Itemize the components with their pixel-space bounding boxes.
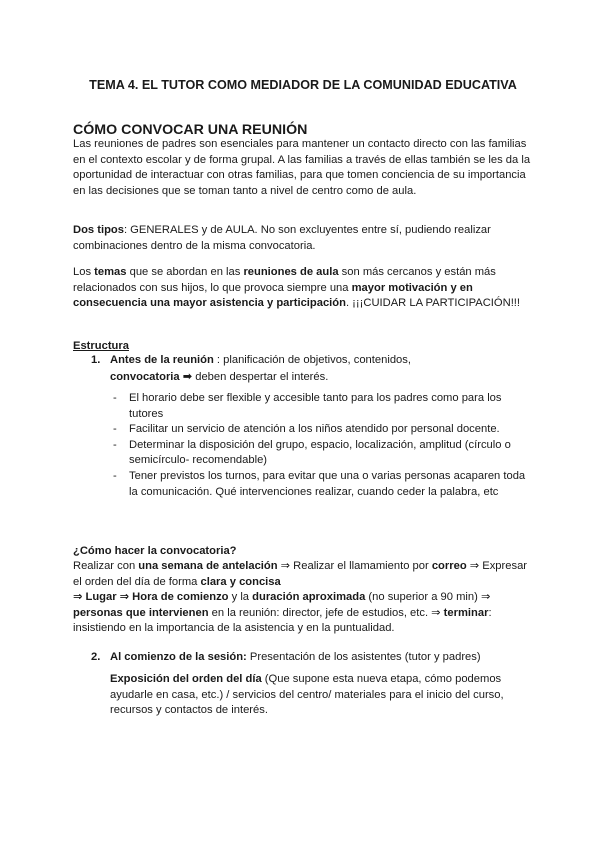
temas-text-4: . ¡¡¡CUIDAR LA PARTICIPACIÓN!!!: [345, 297, 521, 310]
estructura-heading-text: Estructura: [73, 340, 129, 352]
item-2-number: 2.: [91, 651, 101, 663]
como-hacer-bold: personas que intervienen: [73, 606, 209, 619]
temas-bold-1: temas: [94, 266, 127, 278]
como-hacer-question: [73, 544, 533, 560]
convocatoria-label: convocatoria: [110, 370, 180, 383]
como-hacer-arrow: ⇒: [73, 591, 86, 604]
exposicion-label: Exposición del orden del día: [110, 673, 262, 685]
como-hacer-text: : insistiendo en la importancia de la asistencia y en la puntualidad.: [73, 606, 492, 635]
dash-bullet-icon: -: [113, 469, 117, 482]
arrow-right-icon: ➡: [182, 369, 193, 383]
dos-tipos-text: : GENERALES y de AULA. No son excluyentes entre sí, pudiendo realizar combinaciones dentro de la misma convocatoria.: [73, 224, 491, 252]
como-hacer-bold: clara y concisa: [200, 575, 281, 588]
convocatoria-text: deben despertar el interés.: [192, 370, 329, 383]
list-item: [113, 422, 533, 438]
como-hacer-text: Realizar con: [73, 560, 139, 572]
temas-bold-2: reuniones de aula: [243, 266, 339, 278]
como-hacer-text: ⇒ Realizar el llamamiento por: [277, 560, 432, 572]
planning-bullet-list: [113, 391, 533, 500]
como-hacer-text: y la: [228, 591, 253, 604]
como-hacer-text: (no superior a 90 min) ⇒: [365, 591, 491, 604]
como-hacer-bold: duración aproximada: [252, 591, 366, 604]
dos-tipos-paragraph: [73, 223, 533, 254]
como-hacer-bold: terminar: [443, 606, 489, 619]
dos-tipos-label: Dos tipos: [73, 224, 124, 236]
item-2-body: Presentación de los asistentes (tutor y padres): [246, 651, 481, 663]
como-hacer-paragraph: [73, 559, 533, 637]
dash-bullet-icon: -: [113, 438, 117, 451]
list-item: [113, 391, 533, 422]
dash-bullet-icon: -: [113, 392, 117, 404]
exposicion-text: (Que supone esta nueva etapa, cómo podemos ayudarle en casa, etc.) / servicios del centro/ materiales para el inicio del curso, recursos y contactos de interés.: [110, 673, 504, 717]
item-2-label: Al comienzo de la sesión:: [110, 651, 247, 663]
section-heading: CÓMO CONVOCAR UNA REUNIÓN: [73, 122, 308, 138]
como-hacer-bold: una semana de antelación: [138, 560, 278, 572]
como-hacer-bold: correo: [431, 560, 467, 572]
como-hacer-text: en la reunión: director, jefe de estudios, etc. ⇒: [208, 606, 444, 619]
document-title: TEMA 4. EL TUTOR COMO MEDIADOR DE LA COMUNIDAD EDUCATIVA: [89, 78, 517, 92]
item-1-body: : planificación de objetivos, contenidos,: [213, 354, 411, 366]
bullet-text: Facilitar un servicio de atención a los niños atendido por personal docente.: [129, 423, 500, 436]
como-hacer-question-text: ¿Cómo hacer la convocatoria?: [73, 545, 237, 557]
exposicion-paragraph: [110, 672, 530, 719]
como-hacer-bold: Lugar: [85, 591, 117, 604]
temas-text-1: Los: [73, 266, 95, 278]
como-hacer-bold: Hora de comienzo: [132, 591, 229, 604]
temas-text-2: que se abordan en las: [126, 266, 244, 278]
temas-bold-3: mayor motivación y en consecuencia una mayor asistencia y participación: [73, 281, 473, 310]
bullet-text: Tener previstos los turnos, para evitar que una o varias personas acaparen toda la comunicación. Qué intervenciones realizar, cuando ceder la palabra, etc: [129, 469, 526, 498]
temas-paragraph: [73, 265, 533, 312]
item-1-label: Antes de la reunión: [110, 354, 214, 366]
item-1-text: [110, 353, 530, 385]
list-item: [113, 469, 533, 500]
bullet-text: El horario debe ser flexible y accesible tanto para los padres como para los tutores: [129, 392, 502, 420]
list-item: [113, 438, 533, 469]
intro-paragraph: Las reuniones de padres son esenciales para mantener un contacto directo con las familias en el contexto escolar y de forma grupal. A las familias a través de ellas también se les da la oportunidad de interactuar con otras familias, para que tomen conciencia de su importancia en las decisiones que se toman tanto a nivel de centro como de aula.: [73, 138, 531, 197]
temas-text-3: son más cercanos y están más relacionados con sus hijos, lo que provoca siempre una: [73, 266, 496, 294]
item-2-text: [110, 650, 530, 666]
bullet-text: Determinar la disposición del grupo, espacio, localización, amplitud (círculo o semicírculo- recomendable): [129, 438, 511, 467]
item-1-number: 1.: [91, 354, 101, 366]
dash-bullet-icon: -: [113, 423, 117, 436]
como-hacer-arrow: ⇒: [116, 591, 133, 604]
como-hacer-text: ⇒ Expresar el orden del día de forma: [73, 560, 528, 588]
